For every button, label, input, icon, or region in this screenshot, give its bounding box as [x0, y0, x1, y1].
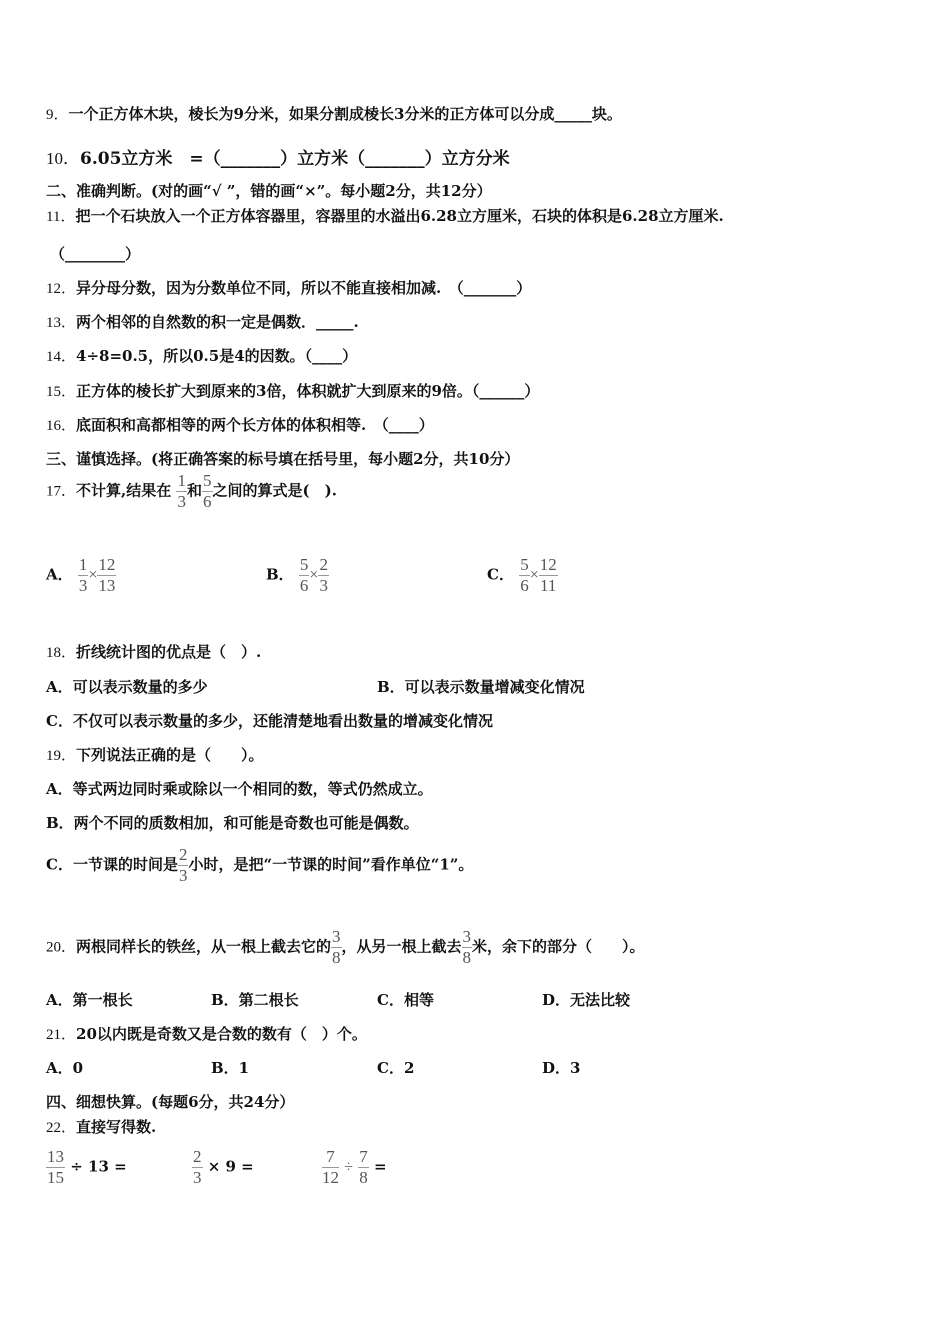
option-c[interactable]: C．2 — [377, 1059, 415, 1077]
option-text: C．一节课的时间是 — [46, 855, 178, 874]
numerator: 13 — [47, 1147, 64, 1166]
calc-expression-2 — [192, 1148, 254, 1187]
question-text: 两个相邻的自然数的积一定是偶数．_____. — [76, 313, 359, 331]
denominator: 3 — [177, 491, 186, 511]
question-text: 米，余下的部分（ ）。 — [472, 937, 645, 956]
question-text: 异分母分数，因为分数单位不同，所以不能直接相加减. （_______） — [76, 279, 532, 297]
numerator: 7 — [322, 1148, 339, 1168]
fraction — [539, 556, 558, 595]
fraction — [46, 1148, 65, 1187]
option-a[interactable]: A．可以表示数量的多少 — [46, 678, 208, 696]
numerator: 2 — [178, 845, 188, 864]
numerator: 12 — [539, 555, 557, 574]
question-13 — [46, 311, 359, 332]
question-text: 正方体的棱长扩大到原来的3倍，体积就扩大到原来的9倍。（______） — [76, 382, 540, 400]
question-9 — [46, 103, 622, 124]
question-number: 18． — [46, 645, 77, 661]
option-a[interactable] — [46, 556, 116, 595]
numerator: 2 — [193, 1147, 202, 1166]
calc-expression-1 — [46, 1148, 127, 1187]
denominator: 13 — [98, 575, 116, 595]
fraction — [322, 1148, 339, 1187]
denominator: 3 — [78, 575, 88, 595]
divide-sign: ÷ — [344, 1158, 354, 1176]
numerator: 1 — [78, 555, 88, 574]
question-text: 下列说法正确的是（ ）。 — [76, 746, 264, 764]
section-3-title: 三、谨慎选择。(将正确答案的标号填在括号里，每小题2分，共10分） — [46, 450, 520, 468]
numerator: 3 — [332, 927, 341, 946]
denominator: 8 — [332, 947, 341, 967]
section-2-title: 二、准确判断。(对的画“√ ”，错的画“×”。每小题2分，共12分） — [46, 182, 492, 200]
fraction — [192, 1148, 203, 1187]
fraction — [358, 1148, 369, 1187]
numerator: 1 — [177, 471, 186, 490]
question-text: 4÷8=0.5，所以0.5是4的因数。（____） — [76, 347, 358, 365]
question-21 — [46, 1023, 367, 1044]
calc-expression-3 — [322, 1148, 387, 1187]
option-label: C． — [487, 565, 514, 584]
question-text: ，从另一根上截去 — [341, 937, 462, 956]
numerator: 12 — [98, 555, 116, 574]
fraction — [97, 556, 116, 595]
question-text: 直接写得数. — [76, 1118, 157, 1136]
question-text: 折线统计图的优点是（ ）. — [76, 643, 262, 661]
denominator: 11 — [540, 575, 557, 595]
denominator: 15 — [47, 1167, 64, 1187]
question-number: 11． — [46, 209, 76, 225]
numerator: 5 — [299, 555, 309, 574]
expression-rest: × 9 = — [207, 1157, 254, 1176]
expression-rest: = — [373, 1157, 387, 1176]
question-text: 20以内既是奇数又是合数的数有（ ）个。 — [76, 1025, 367, 1043]
question-number: 9． — [46, 107, 69, 123]
option-text: 小时，是把“一节课的时间”看作单位“1”。 — [188, 855, 474, 874]
option-b[interactable]: B．可以表示数量增减变化情况 — [377, 678, 585, 696]
question-number: 14． — [46, 349, 77, 365]
multiply-sign: × — [529, 566, 539, 584]
option-label: A． — [46, 565, 73, 584]
fraction — [176, 472, 187, 511]
question-number: 13． — [46, 315, 77, 331]
numerator: 7 — [359, 1147, 368, 1166]
option-label: B． — [266, 565, 294, 584]
fraction — [178, 846, 189, 885]
fraction — [202, 472, 213, 511]
option-c[interactable] — [487, 556, 558, 595]
denominator: 6 — [520, 575, 529, 595]
fraction — [331, 928, 342, 967]
question-number: 17． — [46, 483, 77, 500]
question-number: 16． — [46, 418, 77, 434]
question-text: 6.05立方米 =（_______）立方米（_______）立方分米 — [80, 149, 510, 169]
question-number: 19． — [46, 748, 77, 764]
numerator: 3 — [462, 927, 472, 946]
option-a[interactable]: A．第一根长 — [46, 991, 133, 1009]
section-4-title: 四、细想快算。(每题6分，共24分） — [46, 1093, 295, 1111]
multiply-sign: × — [88, 566, 98, 584]
option-a[interactable]: A．0 — [46, 1059, 84, 1077]
option-a[interactable]: A．等式两边同时乘或除以一个相同的数，等式仍然成立。 — [46, 780, 433, 798]
question-text: 两根同样长的铁丝，从一根上截去它的 — [76, 937, 332, 956]
option-c[interactable]: C．不仅可以表示数量的多少，还能清楚地看出数量的增减变化情况 — [46, 712, 493, 730]
denominator: 8 — [359, 1167, 368, 1187]
denominator: 12 — [322, 1167, 339, 1187]
fraction — [519, 556, 530, 595]
question-18 — [46, 641, 261, 662]
option-c[interactable]: C．相等 — [377, 991, 434, 1009]
question-14 — [46, 345, 357, 366]
question-text: 之间的算式是( ). — [212, 481, 337, 500]
question-text: 把一个石块放入一个正方体容器里，容器里的水溢出6.28立方厘米，石块的体积是6.28立方厘米. — [75, 207, 724, 225]
denominator: 3 — [178, 865, 188, 885]
question-number: 20． — [46, 939, 77, 956]
option-d[interactable]: D．3 — [542, 1059, 581, 1077]
question-11-answer-blank: （________） — [50, 245, 141, 263]
question-15 — [46, 380, 539, 401]
denominator: 6 — [299, 575, 309, 595]
question-number: 10． — [46, 149, 80, 168]
multiply-sign: × — [309, 566, 319, 584]
option-b[interactable]: B．第二根长 — [211, 991, 299, 1009]
question-number: 15． — [46, 384, 77, 400]
option-c[interactable] — [46, 846, 473, 885]
option-d[interactable]: D．无法比较 — [542, 991, 631, 1009]
denominator: 3 — [319, 575, 328, 595]
question-17 — [46, 472, 337, 511]
question-12 — [46, 277, 531, 298]
question-11 — [46, 205, 724, 226]
option-b[interactable]: B．两个不同的质数相加，和可能是奇数也可能是偶数。 — [46, 814, 419, 832]
question-number: 12． — [46, 281, 77, 297]
question-text: 不计算,结果在 — [76, 481, 172, 500]
option-b[interactable] — [266, 556, 329, 595]
question-10 — [46, 144, 510, 169]
numerator: 5 — [203, 471, 212, 490]
question-19 — [46, 744, 264, 765]
question-22 — [46, 1116, 156, 1137]
question-text: 和 — [186, 481, 202, 500]
fraction — [318, 556, 329, 595]
question-text: 底面积和高都相等的两个长方体的体积相等. （____） — [76, 416, 434, 434]
fraction — [78, 556, 89, 595]
numerator: 5 — [520, 555, 529, 574]
denominator: 6 — [203, 491, 212, 511]
question-text: 一个正方体木块，棱长为9分米，如果分割成棱长3分米的正方体可以分成_____块。 — [68, 105, 622, 123]
question-number: 21． — [46, 1027, 77, 1043]
numerator: 2 — [319, 555, 328, 574]
denominator: 8 — [462, 947, 472, 967]
fraction — [299, 556, 310, 595]
expression-rest: ÷ 13 = — [70, 1157, 127, 1176]
question-16 — [46, 414, 434, 435]
fraction — [462, 928, 473, 967]
denominator: 3 — [193, 1167, 202, 1187]
option-b[interactable]: B．1 — [211, 1059, 250, 1077]
question-20 — [46, 928, 645, 967]
question-number: 22． — [46, 1120, 77, 1136]
